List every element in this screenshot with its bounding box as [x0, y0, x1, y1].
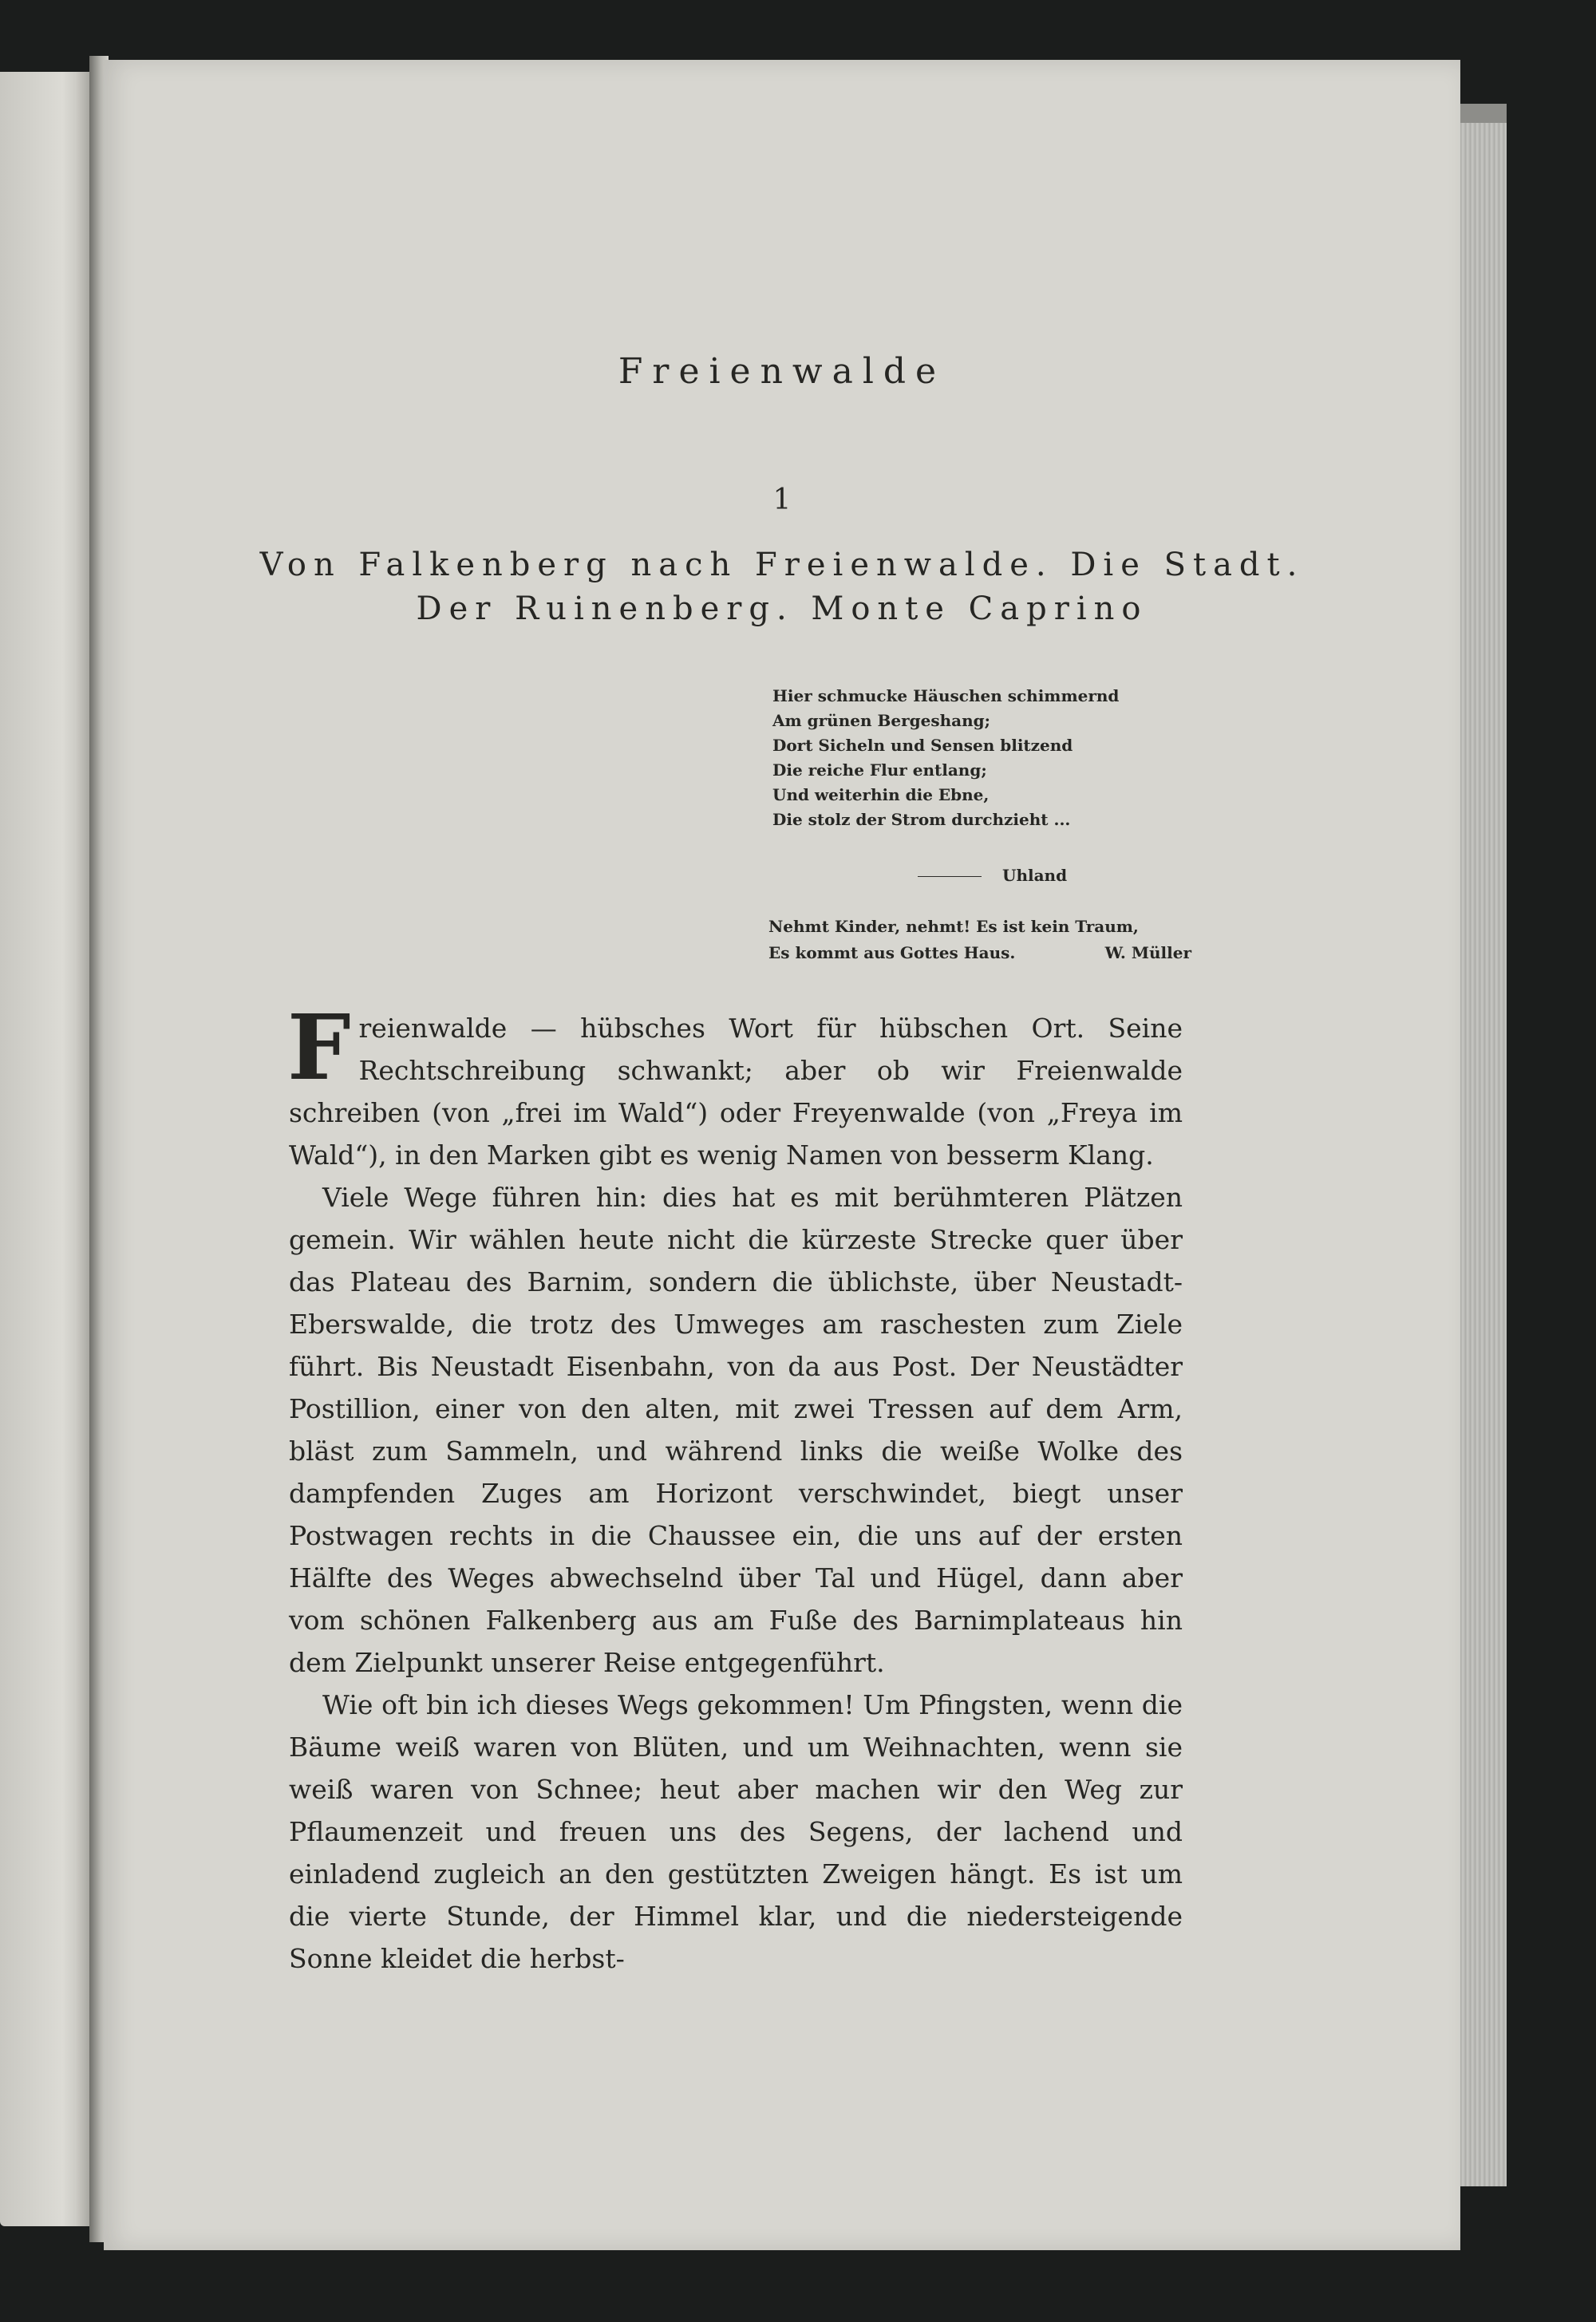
epigraph-attribution: [918, 866, 1181, 885]
epigraph-line: Dort Sicheln und Sensen blitzend: [772, 736, 1073, 755]
epigraph-line: Und weiterhin die Ebne,: [772, 785, 990, 804]
paragraph-1-text: reienwalde — hübsches Wort für hübschen Ort. Seine Rechtschreibung schwankt; aber ob wir Freienwalde schreiben (von „frei im Wald“) oder Freyenwalde (von „Freya im Wald“), in den Marken gibt es wenig Namen von besserm Klang.: [289, 1013, 1183, 1171]
body-text: [287, 996, 1183, 1980]
epigraph-line: Hier schmucke Häuschen schimmernd: [772, 686, 1120, 705]
second-epigraph-author: W. Müller: [1104, 943, 1191, 962]
epigraph-poem: [772, 684, 1187, 832]
second-epigraph: [768, 914, 1191, 966]
epigraph-author: Uhland: [1002, 866, 1068, 885]
chapter-subtitle-line-1: Von Falkenberg nach Freienwalde. Die Stadt.: [259, 547, 1305, 583]
epigraph-line: Die reiche Flur entlang;: [772, 760, 987, 780]
epigraph-line: Am grünen Bergeshang;: [772, 711, 991, 730]
paragraph-1: [287, 996, 1183, 1176]
chapter-subtitle-line-2: Der Ruinenberg. Monte Caprino: [416, 590, 1148, 627]
left-page-shadow: [75, 72, 89, 2226]
second-epigraph-line-1: Nehmt Kinder, nehmt! Es ist kein Traum,: [768, 917, 1139, 936]
attribution-rule: [918, 876, 982, 877]
drop-cap: F: [287, 996, 351, 1100]
page-title: Freienwalde: [618, 351, 946, 392]
second-epigraph-line-2: Es kommt aus Gottes Haus.: [768, 943, 1016, 962]
chapter-number: 1: [772, 484, 792, 516]
book-cover-cap: [1460, 104, 1507, 123]
paragraph-2: Viele Wege führen hin: dies hat es mit berühmteren Plätzen gemein. Wir wählen heute nicht die kürzeste Strecke quer über das Plateau des Barnim, sondern die üblichste, über Neustadt-Eberswalde, die trotz des Umweges am raschesten zum Ziele führt. Bis Neustadt Eisenbahn, von da aus Post. Der Neustädter Postillion, einer von den alten, mit zwei Tressen auf dem Arm, bläst zum Sammeln, und während links die weiße Wolke des dampfenden Zuges am Horizont verschwindet, biegt unser Postwagen rechts in die Chaussee ein, die uns auf der ersten Hälfte des Weges abwechselnd über Tal und Hügel, dann aber vom schönen Falkenberg aus am Fuße des Barnimplateaus hin dem Zielpunkt unserer Reise entgegenführt.: [289, 1182, 1183, 1678]
epigraph-line: Die stolz der Strom durchzieht ...: [772, 810, 1071, 829]
paragraph-3: Wie oft bin ich dieses Wegs gekommen! Um Pfingsten, wenn die Bäume weiß waren von Blüten, und um Weihnachten, wenn sie weiß waren von Schnee; heut aber machen wir den Weg zur Pflaumenzeit und freuen uns des Segens, der lachend und einladend zugleich an den gestützten Zweigen hängt. Es ist um die vierte Stunde, der Himmel klar, und die niedersteigende Sonne kleidet die herbst-: [289, 1689, 1183, 1974]
left-page-edge: [0, 72, 89, 2226]
book-cover-edge: [1460, 120, 1507, 2186]
